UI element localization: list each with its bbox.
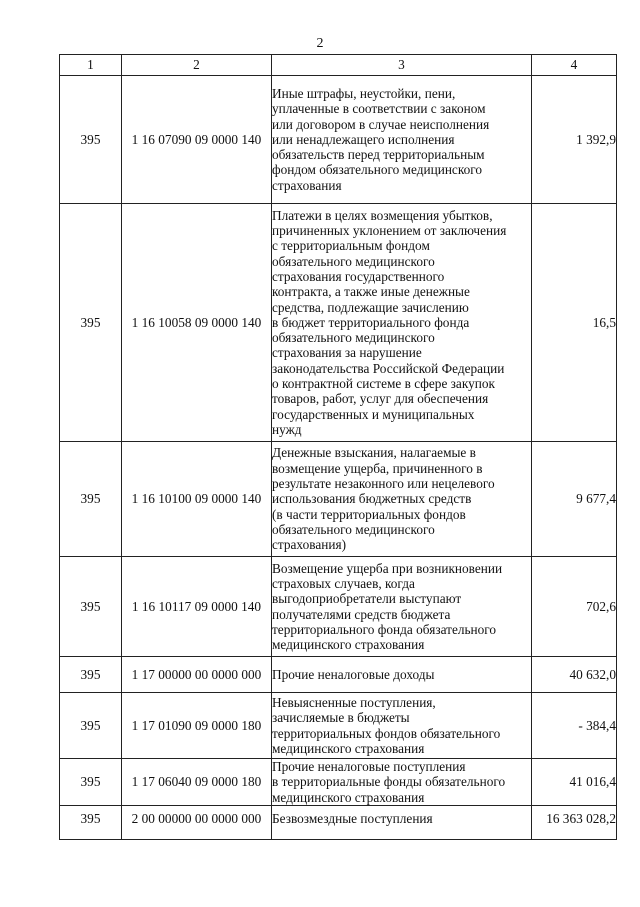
table-row xyxy=(60,204,617,442)
admin-code-cell: 395 xyxy=(60,657,122,693)
description-line: страхования xyxy=(272,177,342,193)
description-line: уплаченные в соответствии с законом xyxy=(272,101,486,117)
description-line: или ненадлежащего исполнения xyxy=(272,131,455,147)
admin-code-cell: 395 xyxy=(60,759,122,806)
description-line: обязательств перед территориальным xyxy=(272,147,485,163)
description-line: Денежные взыскания, налагаемые в xyxy=(272,445,476,461)
header-cell-4: 4 xyxy=(532,55,617,76)
description-line: обязательного медицинского xyxy=(272,253,435,269)
description-line: страховых случаев, когда xyxy=(272,575,415,591)
amount-cell: 9 677,4 xyxy=(532,442,617,557)
amount-cell: 41 016,4 xyxy=(532,759,617,806)
description-cell xyxy=(272,759,532,806)
table-row xyxy=(60,557,617,657)
description-line: медицинского страхования xyxy=(272,637,425,653)
description-line: Прочие неналоговые поступления xyxy=(272,759,466,775)
revenue-table xyxy=(59,54,617,840)
table-row xyxy=(60,442,617,557)
header-cell-3: 3 xyxy=(272,55,532,76)
kbk-code-cell: 1 17 00000 00 0000 000 xyxy=(122,657,272,693)
header-cell-2: 2 xyxy=(122,55,272,76)
description-line: страхования) xyxy=(272,537,346,553)
description-line: медицинского страхования xyxy=(272,789,425,805)
description-line: (в части территориальных фондов xyxy=(272,506,466,522)
description-line: страхования за нарушение xyxy=(272,345,422,361)
description-line: фондом обязательного медицинского xyxy=(272,162,483,178)
kbk-code-cell: 1 16 10058 09 0000 140 xyxy=(122,204,272,442)
admin-code-cell: 395 xyxy=(60,693,122,759)
amount-cell: 1 392,9 xyxy=(532,76,617,204)
table-row xyxy=(60,657,617,693)
page-number: 2 xyxy=(316,36,324,51)
description-line: возмещение ущерба, причиненного в xyxy=(272,460,483,476)
description-line: в территориальные фонды обязательного xyxy=(272,774,506,790)
admin-code-cell: 395 xyxy=(60,76,122,204)
amount-cell: 16 363 028,2 xyxy=(532,806,617,840)
description-cell xyxy=(272,657,532,693)
description-line: Платежи в целях возмещения убытков, xyxy=(272,207,493,223)
description-line: страхования государственного xyxy=(272,268,445,284)
description-cell xyxy=(272,557,532,657)
description-line: выгодоприобретатели выступают xyxy=(272,591,462,607)
description-line: причиненных уклонением от заключения xyxy=(272,223,507,239)
kbk-code-cell: 1 16 10100 09 0000 140 xyxy=(122,442,272,557)
description-line: Иные штрафы, неустойки, пени, xyxy=(272,85,456,101)
amount-cell: 702,6 xyxy=(532,557,617,657)
amount-cell: - 384,4 xyxy=(532,693,617,759)
description-line: товаров, работ, услуг для обеспечения xyxy=(272,391,489,407)
description-line: Безвозмездные поступления xyxy=(272,811,433,826)
description-cell xyxy=(272,442,532,557)
kbk-code-cell: 1 16 10117 09 0000 140 xyxy=(122,557,272,657)
description-line: территориального фонда обязательного xyxy=(272,621,497,637)
header-cell-1: 1 xyxy=(60,55,122,76)
description-line: контракта, а также иные денежные xyxy=(272,284,470,300)
amount-cell: 16,5 xyxy=(532,204,617,442)
kbk-code-cell: 2 00 00000 00 0000 000 xyxy=(122,806,272,840)
admin-code-cell: 395 xyxy=(60,442,122,557)
kbk-code-cell: 1 16 07090 09 0000 140 xyxy=(122,76,272,204)
admin-code-cell: 395 xyxy=(60,204,122,442)
description-line: обязательного медицинского xyxy=(272,521,435,537)
admin-code-cell: 395 xyxy=(60,806,122,840)
description-line: государственных и муниципальных xyxy=(272,406,475,422)
description-line: законодательства Российской Федерации xyxy=(272,360,505,376)
amount-cell: 40 632,0 xyxy=(532,657,617,693)
description-line: в бюджет территориального фонда xyxy=(272,314,470,330)
description-line: зачисляемые в бюджеты xyxy=(272,710,410,726)
description-line: получателями средств бюджета xyxy=(272,606,451,622)
description-line: или договором в случае неисполнения xyxy=(272,116,490,132)
description-line: Невыясненные поступления, xyxy=(272,694,436,710)
description-line: средства, подлежащие зачислению xyxy=(272,299,469,315)
table-row xyxy=(60,806,617,840)
description-line: Прочие неналоговые доходы xyxy=(272,666,435,682)
description-line: результате незаконного или нецелевого xyxy=(272,476,495,492)
description-line: нужд xyxy=(272,421,302,437)
table-row xyxy=(60,76,617,204)
description-cell xyxy=(272,693,532,759)
admin-code-cell: 395 xyxy=(60,557,122,657)
description-cell xyxy=(272,204,532,442)
kbk-code-cell: 1 17 01090 09 0000 180 xyxy=(122,693,272,759)
header-row xyxy=(60,55,617,76)
description-cell xyxy=(272,806,532,840)
description-line: о контрактной системе в сфере закупок xyxy=(272,376,495,392)
kbk-code-cell: 1 17 06040 09 0000 180 xyxy=(122,759,272,806)
table-row xyxy=(60,759,617,806)
description-line: Возмещение ущерба при возникновении xyxy=(272,560,503,576)
description-line: территориальных фондов обязательного xyxy=(272,725,501,741)
table-row xyxy=(60,693,617,759)
description-line: использования бюджетных средств xyxy=(272,491,472,507)
description-line: обязательного медицинского xyxy=(272,330,435,346)
description-line: с территориальным фондом xyxy=(272,238,430,254)
description-cell xyxy=(272,76,532,204)
description-line: медицинского страхования xyxy=(272,740,425,756)
table-body xyxy=(60,55,617,840)
